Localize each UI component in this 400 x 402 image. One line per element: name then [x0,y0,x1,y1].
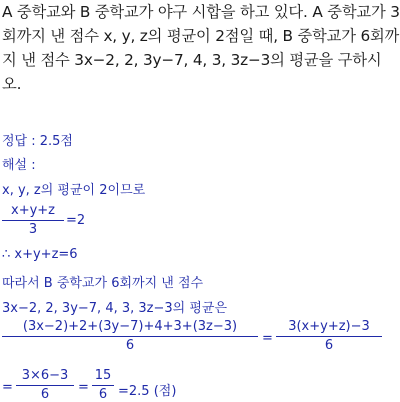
fraction-bar [92,385,114,386]
fraction-numerator: 3(x+y+z)−3 [288,319,370,334]
fraction-bar [2,220,64,221]
fraction-bar [276,336,382,337]
fraction-denominator: 6 [324,338,334,353]
fraction-fifteen-sixths [92,368,114,402]
fraction-bar [2,336,258,337]
final-result: =2.5 (점) [118,384,177,399]
equals-sign-2: = [78,380,89,395]
equals-sign: = [262,331,273,346]
answer-line: 정답 : 2.5점 [2,134,73,149]
xyz-average-line: x, y, z의 평균이 2이므로 [2,183,146,198]
fraction-sum-over-3 [2,203,64,237]
fraction-total-over-6 [2,319,258,353]
problem-line-3: 지 낸 점수 3x−2, 2, 3y−7, 4, 3, 3z−3의 평균을 구하시 [2,51,382,69]
fraction-denominator: 6 [125,338,135,353]
fraction-denominator: 6 [40,387,50,402]
fraction-bar [16,385,74,386]
equals-two: =2 [66,213,86,228]
explanation-label: 해설 : [2,158,36,173]
fraction-numerator: 3×6−3 [21,368,69,383]
scores-line: 3x−2, 2, 3y−7, 4, 3, 3z−3의 평균은 [2,301,228,316]
fraction-numerator: x+y+z [11,203,55,218]
therefore-b-line: 따라서 B 중학교가 6회까지 낸 점수 [2,276,204,291]
fraction-numerator: (3x−2)+2+(3y−7)+4+3+(3z−3) [22,319,238,334]
equals-prefix: = [2,380,13,395]
problem-line-2: 회까지 낸 점수 x, y, z의 평균이 2점일 때, B 중학교가 6회까 [2,27,400,45]
fraction-substituted [16,368,74,402]
therefore-line: ∴ x+y+z=6 [2,247,78,262]
problem-line-1: A 중학교와 B 중학교가 야구 시합을 하고 있다. A 중학교가 3 [2,3,400,21]
fraction-simplified [276,319,382,353]
problem-line-4: 오. [2,75,22,93]
fraction-numerator: 15 [94,368,112,383]
fraction-denominator: 6 [98,387,108,402]
fraction-denominator: 3 [28,222,38,237]
